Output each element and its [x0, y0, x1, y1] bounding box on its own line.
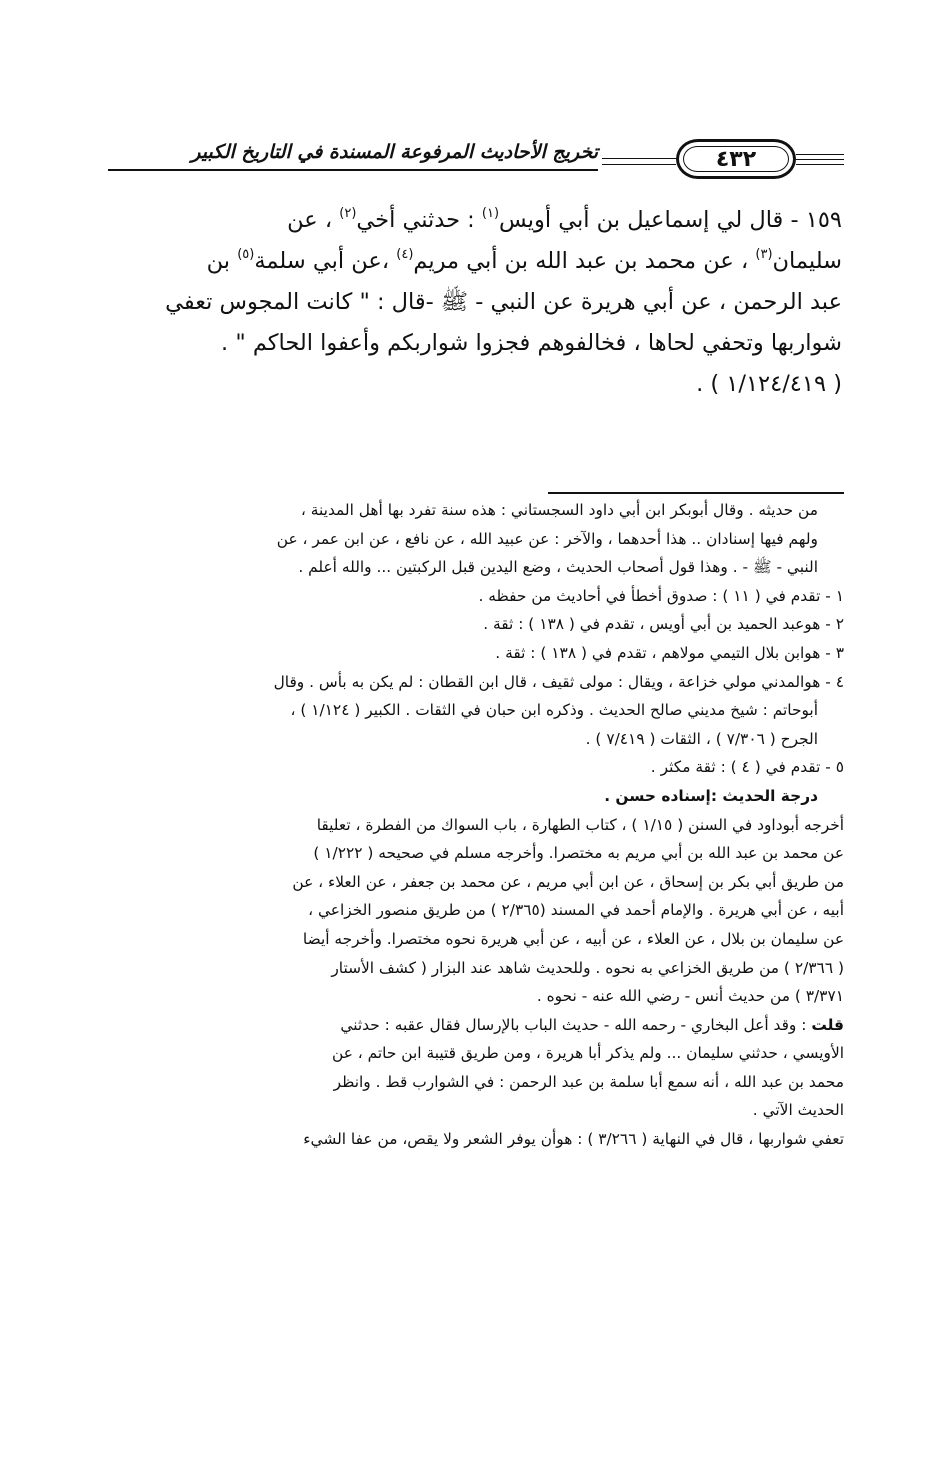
- note-line: ولهم فيها إسنادان .. هذا أحدهما ، والآخر : عن عبيد الله ، عن نافع ، عن ابن عمر ، عن: [276, 529, 818, 548]
- note-line: تعفي شواربها ، قال في النهاية ( ٣/٢٦٦ ) : هوأن يوفر الشعر ولا يقص، من عفا الشيء: [303, 1130, 844, 1149]
- note-line: عن سليمان بن بلال ، عن العلاء ، عن أبيه ، عن أبي هريرة نحوه مختصرا. وأخرجه أيضا: [302, 929, 844, 948]
- note-line: ٥ - تقدم في ( ٤ ) : ثقة مكثر .: [650, 758, 844, 777]
- note-line: ٣/٣٧١ ) من حديث أنس - رضي الله عنه - نحوه .: [536, 987, 844, 1006]
- header-rule-right-1: [796, 154, 844, 155]
- header-rule-right-3: [796, 164, 844, 165]
- note-line: النبي - ﷺ - . وهذا قول أصحاب الحديث ، وضع اليدين قبل الركبتين ... والله أعلم .: [298, 558, 818, 577]
- hadith-line: ١٥٩ - قال لي إسماعيل بن أبي أويس$^{(١)}$ : حدثني أخي$^{(٢)}$ ، عن: [287, 206, 842, 233]
- hadith-text: [100, 200, 842, 405]
- note-line: الأويسي ، حدثني سليمان ... ولم يذكر أبا هريرة ، ومن طريق قتيبة ابن حاتم ، عن: [332, 1044, 844, 1063]
- footnotes: [100, 496, 844, 1154]
- grade-label: درجة الحديث :: [710, 786, 818, 805]
- note-line: الحديث الآتي .: [752, 1101, 844, 1120]
- header-rule-left-thin2: [602, 164, 676, 165]
- note-line: ( ٢/٣٦٦ ) من طريق الخزاعي به نحوه . وللحديث شاهد عند البزار ( كشف الأستار: [331, 958, 844, 977]
- grade-value: إسناده حسن .: [604, 786, 711, 805]
- footnote-ref: (١): [481, 206, 500, 221]
- footnote-ref: (٢): [339, 206, 357, 221]
- note-line: من حديثه . وقال أبوبكر ابن أبي داود السجستاني : هذه سنة تفرد بها أهل المدينة ،: [300, 501, 818, 519]
- header-rule-left: [108, 169, 598, 171]
- qultu-line: [100, 1011, 844, 1040]
- note-line: ١ - تقدم في ( ١١ ) : صدوق أخطأ في أحاديث من حفظه .: [478, 586, 844, 605]
- qultu-label: قلت: [811, 1015, 844, 1034]
- note-line: أبيه ، عن أبي هريرة . والإمام أحمد في المسند (٢/٣٦٥ ) من طريق منصور الخزاعي ،: [308, 901, 844, 920]
- note-line: أخرجه أبوداود في السنن ( ١/١٥ ) ، كتاب الطهارة ، باب السواك من الفطرة ، تعليقا: [316, 815, 844, 834]
- qultu-text: : وقد أعل البخاري - رحمه الله - حديث الباب بالإرسال فقال عقبه : حدثني: [340, 1015, 812, 1034]
- note-line: محمد بن عبد الله ، أنه سمع أبا سلمة بن عبد الرحمن : في الشوارب قط . وانظر: [333, 1072, 844, 1091]
- hadith-line: سليمان$^{(٣)}$ ، عن محمد بن عبد الله بن أبي مريم$^{(٤)}$ ،عن أبي سلمة$^{(٥)}$ بن: [206, 247, 842, 274]
- footnote-ref: (٣): [755, 247, 773, 262]
- hadith-line: عبد الرحمن ، عن أبي هريرة عن النبي - ﷺ -قال : " كانت المجوس تعفي: [165, 289, 842, 315]
- footnote-ref: (٤): [396, 247, 414, 262]
- footnote-ref: (٥): [237, 247, 255, 262]
- running-title: تخريج الأحاديث المرفوعة المسندة في التاريخ الكبير: [191, 141, 598, 163]
- hadith-line: شواربها وتحفي لحاها ، فخالفوهم فجزوا شواربكم وأعفوا الحاكم " .: [221, 330, 842, 356]
- note-line: ٢ - هوعبد الحميد بن أبي أويس ، تقدم في ( ١٣٨ ) : ثقة .: [483, 615, 844, 634]
- note-line: ٣ - هوابن بلال التيمي مولاهم ، تقدم في ( ١٣٨ ) : ثقة .: [495, 643, 844, 662]
- page-number-badge: [676, 139, 796, 179]
- note-line: أبوحاتم : شيخ مديني صالح الحديث . وذكره ابن حبان في الثقات . الكبير ( ١/١٢٤ ) ،: [290, 701, 818, 720]
- note-line: عن محمد بن عبد الله بن أبي مريم به مختصرا. وأخرجه مسلم في صحيحه ( ١/٢٢٢ ): [313, 844, 844, 863]
- note-line: من طريق أبي بكر بن إسحاق ، عن ابن أبي مريم ، عن محمد بن جعفر ، عن العلاء ، عن: [292, 872, 844, 891]
- footnote-separator: [548, 492, 844, 494]
- page-number: ٤٣٢: [715, 146, 757, 172]
- hadith-line: ( ١/١٢٤/٤١٩ ) .: [696, 371, 842, 397]
- hadith-grade: [100, 782, 844, 811]
- note-line: ٤ - هوالمدني مولي خزاعة ، ويقال : مولى ثقيف ، قال ابن القطان : لم يكن به بأس . وقال: [273, 672, 844, 691]
- header-rule-left-thin: [602, 158, 676, 159]
- note-line: الجرح ( ٧/٣٠٦ ) ، الثقات ( ٧/٤١٩ ) .: [585, 729, 818, 748]
- header-rule-right-2: [796, 159, 844, 160]
